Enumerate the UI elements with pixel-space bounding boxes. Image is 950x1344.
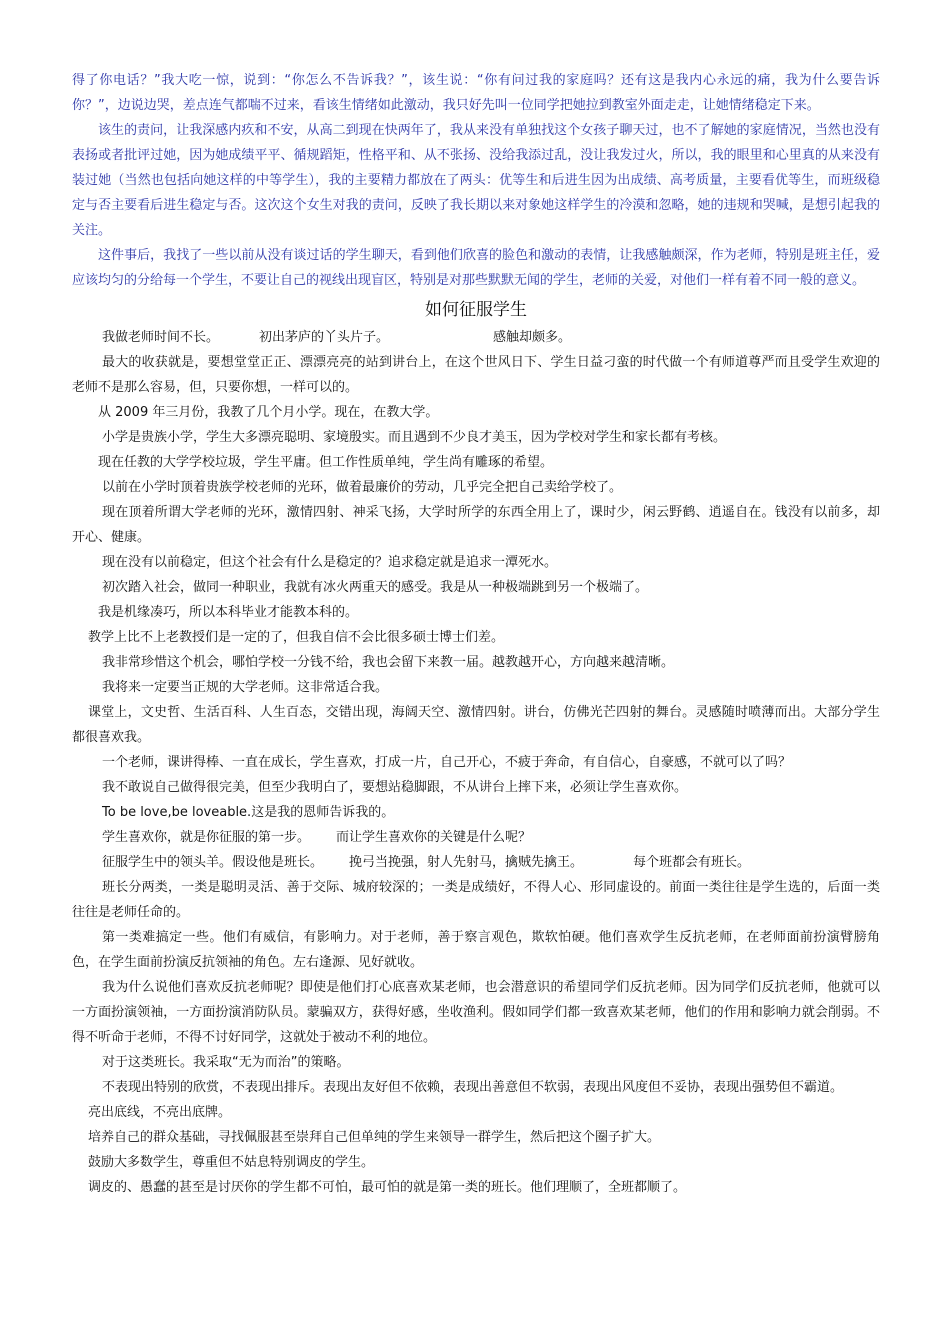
essay-paragraph: 一个老师，课讲得棒、一直在成长，学生喜欢，打成一片，自己开心，不疲于奔命，有自信心，自豪感，不就可以了吗？ (102, 755, 792, 770)
essay-paragraph: 对于这类班长。我采取“无为而治”的策略。 (102, 1055, 350, 1070)
essay-paragraph: 以前在小学时顶着贵族学校老师的光环，做着最廉价的劳动，几乎完全把自己卖给学校了。 (102, 480, 623, 495)
essay-paragraph: 不表现出特别的欣赏，不表现出排斥。表现出友好但不依赖，表现出善意但不软弱，表现出风度但不妥协，表现出强势但不霸道。 (102, 1080, 844, 1095)
essay-paragraph: To be love,be loveable.这是我的恩师告诉我的。 (102, 805, 395, 820)
essay-paragraph: 我将来一定要当正规的大学老师。这非常适合我。 (102, 680, 389, 695)
intro-phrase-1: 我做老师时间不长。 (102, 330, 220, 345)
story-paragraph-3: 这件事后，我找了一些以前从没有谈过话的学生聊天，看到他们欣喜的脸色和激动的表情，让我感触颇深，作为老师，特别是班主任，爱应该均匀的分给每一个学生，不要让自己的视线出现盲区，特别是对那些默默无闻的学生，老师的关爱，对他们一样有着不同一般的意义。 (72, 248, 880, 288)
essay-paragraph: 我非常珍惜这个机会，哪怕学校一分钱不给，我也会留下来教一届。越教越开心，方向越来越清晰。 (102, 655, 675, 670)
section-title: 如何征服学生 (425, 300, 527, 320)
essay-paragraph: 亮出底线，不亮出底牌。 (88, 1105, 232, 1120)
essay-paragraph: 培养自己的群众基础，寻找佩服甚至崇拜自己但单纯的学生来领导一群学生，然后把这个圈子扩大。 (88, 1130, 661, 1145)
essay-paragraph: 小学是贵族小学，学生大多漂亮聪明、家境殷实。而且遇到不少良才美玉，因为学校对学生和家长都有考核。 (102, 430, 727, 445)
essay-paragraph: 现在顶着所谓大学老师的光环，激情四射、神采飞扬，大学时所学的东西全用上了，课时少，闲云野鹤、逍遥自在。钱没有以前多，却开心、健康。 (72, 505, 880, 545)
essay-paragraph: 教学上比不上老教授们是一定的了，但我自信不会比很多硕士博士们差。 (88, 630, 505, 645)
essay-paragraph: 现在没有以前稳定，但这个社会有什么是稳定的？追求稳定就是追求一潭死水。 (102, 555, 558, 570)
leader-phrase-2: 挽弓当挽强，射人先射马，擒贼先擒王。 (349, 855, 584, 870)
essay-section (72, 325, 880, 1200)
essay-paragraph: 我为什么说他们喜欢反抗老师呢？即使是他们打心底喜欢某老师，也会潜意识的希望同学们反抗老师。因为同学们反抗老师，他就可以一方面扮演领袖，一方面扮演消防队员。蒙骗双方，获得好感，坐收渔利。假如同学们都一致喜欢某老师，他们的作用和影响力就会削弱。不得不听命于老师，不得不讨好同学，这就处于被动不利的地位。 (72, 980, 880, 1045)
story-section (72, 68, 880, 293)
essay-paragraph: 第一类难搞定一些。他们有威信，有影响力。对于老师，善于察言观色，欺软怕硬。他们喜欢学生反抗老师，在老师面前扮演臂膀角色，在学生面前扮演反抗领袖的角色。左右逢源、见好就收。 (72, 930, 880, 970)
essay-paragraph: 最大的收获就是，要想堂堂正正、漂漂亮亮的站到讲台上，在这个世风日下、学生日益刁蛮的时代做一个有师道尊严而且受学生欢迎的老师不是那么容易，但，只要你想，一样可以的。 (72, 355, 880, 395)
essay-paragraph: 现在任教的大学学校垃圾，学生平庸。但工作性质单纯，学生尚有雕琢的希望。 (98, 455, 554, 470)
story-paragraph-2: 该生的责问，让我深感内疚和不安，从高二到现在快两年了，我从来没有单独找这个女孩子聊天过，也不了解她的家庭情况，当然也没有表扬或者批评过她，因为她成绩平平、循规蹈矩，性格平和、从不张扬、没给我添过乱，没让我发过火，所以，我的眼里和心里真的从来没有装过她（当然也包括向她这样的中等学生），我的主要精力都放在了两头：优等生和后进生因为出成绩、高考质量，主要看优等生，而班级稳定与否主要看后进生稳定与否。这次这个女生对我的责问，反映了我长期以来对象她这样学生的冷漠和忽略，她的违规和哭喊，是想引起我的关注。 (72, 123, 880, 238)
essay-like-line (72, 825, 880, 850)
essay-paragraph: 鼓励大多数学生，尊重但不姑息特别调皮的学生。 (88, 1155, 375, 1170)
essay-paragraph: 初次踏入社会，做同一种职业，我就有冰火两重天的感受。我是从一种极端跳到另一个极端了。 (102, 580, 649, 595)
document-page (72, 68, 880, 1200)
essay-paragraph: 我是机缘凑巧，所以本科毕业才能教本科的。 (98, 605, 359, 620)
leader-phrase-1: 征服学生中的领头羊。假设他是班长。 (102, 855, 324, 870)
essay-paragraph: 我不敢说自己做得很完美，但至少我明白了，要想站稳脚跟，不从讲台上摔下来，必须让学生喜欢你。 (102, 780, 688, 795)
essay-paragraph: 班长分两类，一类是聪明灵活、善于交际、城府较深的；一类是成绩好，不得人心、形同虚设的。前面一类往往是学生选的，后面一类往往是老师任命的。 (72, 880, 880, 920)
essay-paragraph: 调皮的、愚蠢的甚至是讨厌你的学生都不可怕，最可怕的就是第一类的班长。他们理顺了，全班都顺了。 (88, 1180, 687, 1195)
essay-intro-line (72, 325, 880, 350)
intro-phrase-2: 初出茅庐的丫头片子。 (259, 330, 390, 345)
essay-paragraph: 从 2009 年三月份，我教了几个月小学。现在，在教大学。 (98, 405, 439, 420)
leader-phrase-3: 每个班都会有班长。 (633, 855, 751, 870)
story-paragraph-1: 得了你电话？”我大吃一惊，说到：“你怎么不告诉我？”，该生说：“你有问过我的家庭吗？还有这是我内心永远的痛，我为什么要告诉你？”，边说边哭，差点连气都喘不过来，看该生情绪如此激动，我只好先叫一位同学把她拉到教室外面走走，让她情绪稳定下来。 (72, 73, 880, 113)
intro-phrase-3: 感触却颇多。 (493, 330, 572, 345)
essay-paragraph: 课堂上，文史哲、生活百科、人生百态，交错出现，海阔天空、激情四射。讲台，仿佛光芒四射的舞台。灵感随时喷薄而出。大部分学生都很喜欢我。 (72, 705, 880, 745)
like-phrase-1: 学生喜欢你，就是你征服的第一步。 (102, 830, 311, 845)
essay-leader-line (72, 850, 880, 875)
like-phrase-2: 而让学生喜欢你的关键是什么呢？ (336, 830, 532, 845)
